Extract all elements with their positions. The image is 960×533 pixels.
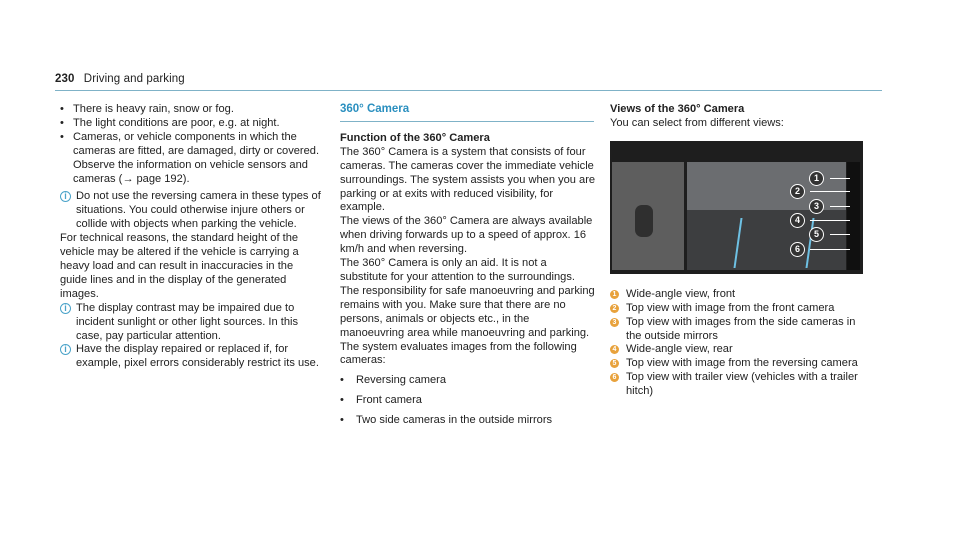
list-item: • Cameras, or vehicle components in which the cameras are fitted, are damaged, dirty or covered. Observe the information on vehicle sensors and cameras (→ page 192). [60,131,322,187]
list-item [610,302,866,316]
list-item [610,371,866,399]
list-item [610,316,866,344]
callout-6: 6 [790,242,805,257]
number-badge: 4 [610,345,619,354]
number-badge: 1 [610,290,619,299]
car-icon [635,205,653,237]
page-header [55,73,185,85]
function-heading: Function of the 360° Camera [340,131,490,144]
number-badge: 2 [610,304,619,313]
note-text: Do not use the reversing camera in these types of situations. You could otherwise injure others or collide with objects when parking the vehicle. [76,190,321,231]
list-item [610,343,866,357]
list-item: • Reversing camera [340,374,596,388]
note [60,343,322,371]
section-title: 360° Camera [340,103,410,115]
note [60,190,322,232]
list-item: • Front camera [340,394,596,408]
info-icon: i [60,344,71,355]
info-icon: i [60,191,71,202]
callout-4: 4 [790,213,805,228]
list-item: • The light conditions are poor, e.g. at night. [60,117,322,131]
view-label: Top view with image from the reversing camera [626,357,858,370]
views-heading: Views of the 360° Camera [610,103,745,115]
view-label: Top view with images from the side cameras in the outside mirrors [626,315,856,342]
paragraph: The 360° Camera is only an aid. It is not a substitute for your attention to the surroundings. The responsibility for safe manoeuvring and parking remains with you. Make sure that there are no persons, animals or objects etc., in the manoeuvring area while manoeuvring and parking. [340,257,595,339]
camera-list [340,374,596,428]
paragraph: For technical reasons, the standard height of the vehicle may be altered if the vehicle is carrying a heavy load and can result in inaccuracies in the guide lines and in the display of the generated images. [60,232,299,300]
number-badge: 3 [610,318,619,327]
view-label: Top view with image from the front camera [626,301,835,314]
view-label: Wide-angle view, front [626,287,736,300]
note-text: The display contrast may be impaired due to incident sunlight or other light sources. In this case, pay particular attention. [76,301,298,342]
conditions-list [60,103,322,186]
note-text: Have the display repaired or replaced if, for example, pixel errors considerably restrict its use. [76,343,319,370]
page-number: 230 [55,73,75,85]
list-item: • Two side cameras in the outside mirrors [340,414,596,428]
paragraph: You can select from different views: [610,116,784,129]
callout-1: 1 [809,171,824,186]
info-icon: i [60,303,71,314]
number-badge: 5 [610,359,619,368]
list-item: • There is heavy rain, snow or fog. [60,103,322,117]
camera-display-figure [610,141,863,274]
callout-3: 3 [809,199,824,214]
section-divider [340,121,594,122]
section-name: Driving and parking [83,73,185,85]
header-divider [55,90,882,91]
top-view-panel [612,162,684,270]
note [60,302,322,344]
view-label: Wide-angle view, rear [626,343,733,356]
number-badge: 6 [610,373,619,382]
view-label: Top view with trailer view (vehicles with a trailer hitch) [626,371,858,398]
column-left [60,103,322,371]
callout-2: 2 [790,184,805,199]
paragraph: The system evaluates images from the following cameras: [340,340,577,367]
callout-5: 5 [809,227,824,242]
list-item [610,288,866,302]
column-right [610,103,866,399]
column-middle [340,103,596,434]
views-list [610,288,866,399]
list-item [610,357,866,371]
paragraph: The views of the 360° Camera are always available when driving forwards up to a speed of approx. 16 km/h and when reversing. [340,215,593,256]
paragraph: The 360° Camera is a system that consists of four cameras. The cameras cover the immediate vehicle surroundings. The system assists you when you are parking or at exits with reduced visibility, for example. [340,145,596,214]
